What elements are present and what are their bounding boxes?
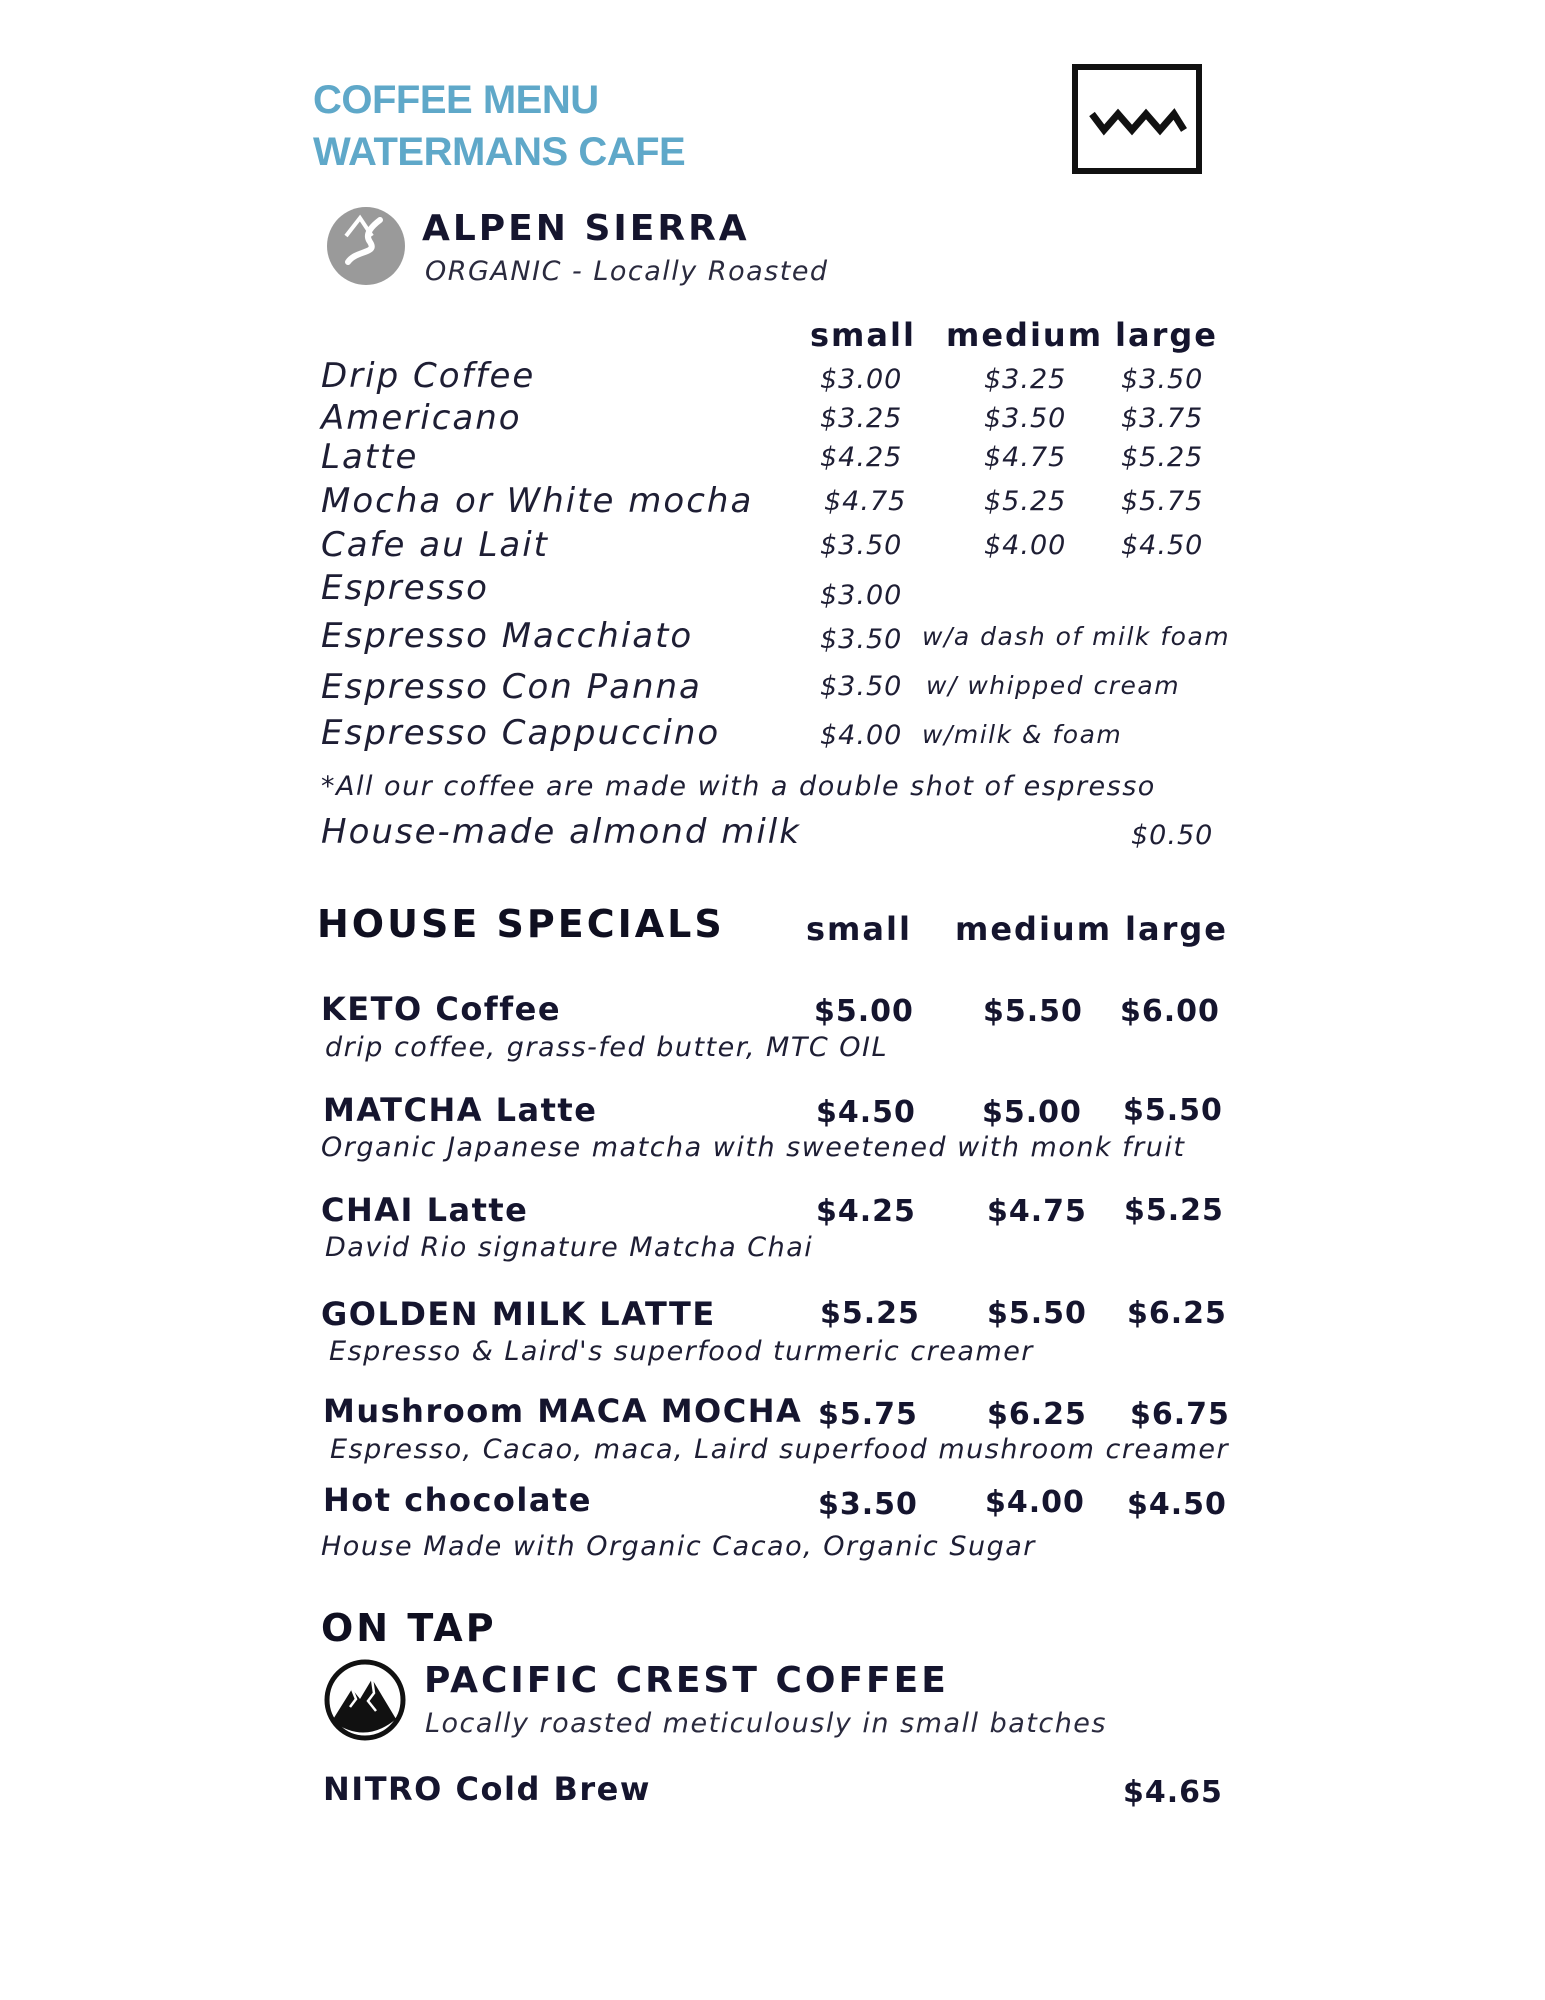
price-large: $4.50 bbox=[1121, 530, 1204, 561]
special-price-large: $5.25 bbox=[1124, 1193, 1224, 1228]
alpen-sierra-logo-icon bbox=[326, 206, 406, 286]
price-small: $4.75 bbox=[824, 486, 907, 517]
special-price-large: $6.00 bbox=[1120, 994, 1220, 1029]
special-price-medium: $4.00 bbox=[985, 1485, 1085, 1520]
special-price-small: $3.50 bbox=[818, 1487, 918, 1522]
price-large: $3.75 bbox=[1121, 403, 1204, 434]
special-name: MATCHA Latte bbox=[323, 1091, 598, 1129]
almond-milk-name: House-made almond milk bbox=[321, 812, 801, 852]
item-name: Espresso Con Panna bbox=[321, 667, 702, 707]
almond-milk-price: $0.50 bbox=[1131, 820, 1214, 851]
size-header-small: small bbox=[810, 316, 916, 354]
price-small: $4.25 bbox=[820, 442, 903, 473]
item-name: Mocha or White mocha bbox=[321, 481, 754, 521]
item-name: Espresso Macchiato bbox=[321, 616, 694, 656]
pacific-crest-brand: PACIFIC CREST COFFEE bbox=[424, 1660, 949, 1701]
price-large: $5.75 bbox=[1121, 486, 1204, 517]
special-price-medium: $4.75 bbox=[987, 1194, 1087, 1229]
item-name: Latte bbox=[321, 437, 419, 477]
size-header-large: large bbox=[1125, 910, 1228, 948]
price-medium: $4.00 bbox=[984, 530, 1067, 561]
size-header-medium: medium bbox=[946, 316, 1104, 354]
special-price-large: $6.75 bbox=[1130, 1397, 1230, 1432]
item-name: Espresso Cappuccino bbox=[321, 713, 721, 753]
special-desc: Espresso & Laird's superfood turmeric creamer bbox=[329, 1336, 1034, 1367]
special-name: KETO Coffee bbox=[321, 990, 562, 1028]
mountain-logo-icon bbox=[324, 1659, 406, 1741]
nitro-cold-brew-name: NITRO Cold Brew bbox=[323, 1770, 651, 1808]
price-medium: $5.25 bbox=[984, 486, 1067, 517]
cafe-name: WATERMANS CAFE bbox=[313, 130, 686, 174]
special-price-small: $4.25 bbox=[816, 1194, 916, 1229]
price-medium: $3.25 bbox=[984, 364, 1067, 395]
special-price-medium: $5.00 bbox=[982, 1095, 1082, 1130]
price-small: $3.50 bbox=[820, 671, 903, 702]
special-price-medium: $5.50 bbox=[987, 1296, 1087, 1331]
special-price-large: $6.25 bbox=[1127, 1296, 1227, 1331]
price-medium: $3.50 bbox=[984, 403, 1067, 434]
special-desc: Espresso, Cacao, maca, Laird superfood mushroom creamer bbox=[330, 1434, 1230, 1465]
alpen-subtitle: ORGANIC - Locally Roasted bbox=[425, 256, 829, 287]
special-price-small: $5.00 bbox=[814, 994, 914, 1029]
special-price-small: $4.50 bbox=[816, 1095, 916, 1130]
price-small: $3.00 bbox=[820, 364, 903, 395]
item-note: w/milk & foam bbox=[922, 720, 1123, 749]
price-small: $3.25 bbox=[820, 403, 903, 434]
pacific-crest-subtitle: Locally roasted meticulously in small batches bbox=[425, 1708, 1107, 1739]
size-header-small: small bbox=[806, 910, 912, 948]
house-specials-heading: HOUSE SPECIALS bbox=[317, 902, 725, 946]
special-price-large: $4.50 bbox=[1127, 1487, 1227, 1522]
special-price-small: $5.75 bbox=[818, 1397, 918, 1432]
special-desc: House Made with Organic Cacao, Organic Sugar bbox=[321, 1531, 1036, 1562]
alpen-brand-name: ALPEN SIERRA bbox=[422, 208, 750, 249]
footnote: *All our coffee are made with a double shot of espresso bbox=[321, 771, 1156, 802]
item-name: Cafe au Lait bbox=[321, 525, 550, 565]
price-medium: $4.75 bbox=[984, 442, 1067, 473]
special-price-medium: $5.50 bbox=[983, 994, 1083, 1029]
price-small: $3.50 bbox=[820, 530, 903, 561]
price-small: $3.50 bbox=[820, 624, 903, 655]
item-name: Drip Coffee bbox=[321, 356, 536, 396]
special-price-medium: $6.25 bbox=[987, 1397, 1087, 1432]
nitro-cold-brew-price: $4.65 bbox=[1123, 1775, 1223, 1810]
size-header-large: large bbox=[1115, 316, 1218, 354]
special-price-small: $5.25 bbox=[820, 1296, 920, 1331]
special-name: GOLDEN MILK LATTE bbox=[321, 1295, 716, 1333]
special-desc: David Rio signature Matcha Chai bbox=[325, 1232, 814, 1263]
item-name: Americano bbox=[321, 398, 522, 438]
special-price-large: $5.50 bbox=[1123, 1093, 1223, 1128]
on-tap-heading: ON TAP bbox=[321, 1606, 497, 1650]
special-desc: drip coffee, grass-fed butter, MTC OIL bbox=[325, 1032, 889, 1063]
special-desc: Organic Japanese matcha with sweetened with monk fruit bbox=[321, 1132, 1186, 1163]
price-large: $5.25 bbox=[1121, 442, 1204, 473]
price-small: $3.00 bbox=[820, 580, 903, 611]
price-small: $4.00 bbox=[820, 720, 903, 751]
menu-title: COFFEE MENU bbox=[313, 78, 599, 122]
price-large: $3.50 bbox=[1121, 364, 1204, 395]
wm-logo-icon bbox=[1072, 64, 1202, 174]
special-name: Mushroom MACA MOCHA bbox=[323, 1392, 803, 1430]
special-name: Hot chocolate bbox=[323, 1481, 592, 1519]
item-note: w/ whipped cream bbox=[926, 671, 1181, 700]
special-name: CHAI Latte bbox=[321, 1191, 529, 1229]
item-note: w/a dash of milk foam bbox=[922, 622, 1231, 651]
size-header-medium: medium bbox=[955, 910, 1113, 948]
item-name: Espresso bbox=[321, 568, 489, 608]
